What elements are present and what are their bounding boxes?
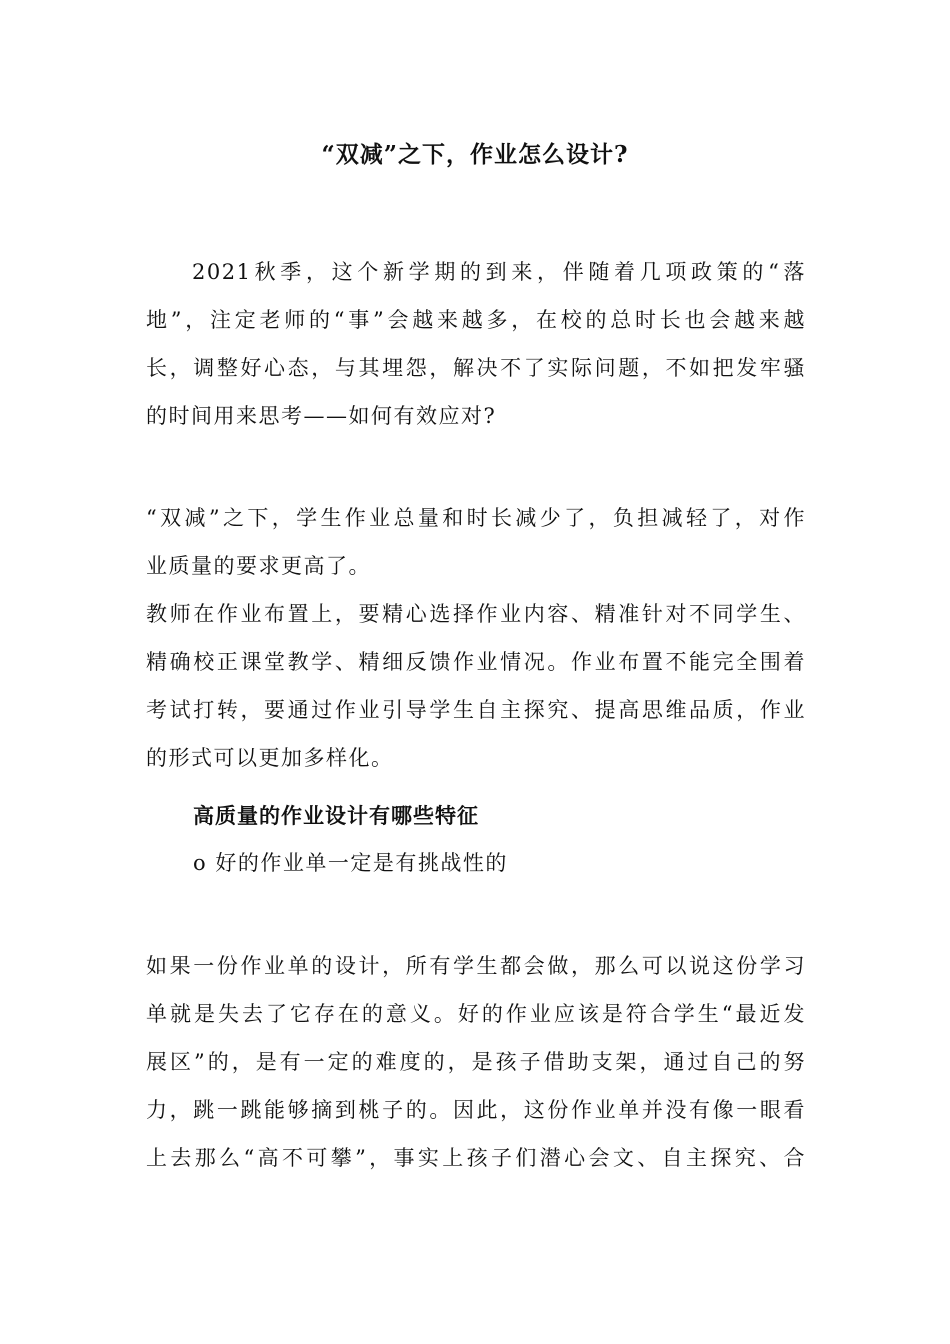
- paragraph-double-reduction: [146, 494, 806, 590]
- paragraph-line: 的时间用来思考——如何有效应对?: [146, 404, 497, 428]
- paragraph-intro: [146, 248, 806, 440]
- section-heading: 高质量的作业设计有哪些特征: [193, 803, 479, 828]
- bullet-text: 好的作业单一定是有挑战性的: [215, 851, 508, 875]
- paragraph-line: 精确校正课堂教学、精细反馈作业情况。作业布置不能完全围着: [146, 650, 806, 674]
- paragraph-line: 的形式可以更加多样化。: [146, 746, 394, 770]
- paragraph-line: 业质量的要求更高了。: [146, 554, 371, 578]
- document-title: “双减”之下，作业怎么设计?: [321, 141, 629, 168]
- paragraph-teacher: [146, 590, 806, 782]
- bullet-marker: o: [193, 851, 208, 875]
- paragraph-line: 长，调整好心态，与其埋怨，解决不了实际问题，不如把发牢骚: [146, 356, 806, 380]
- paragraph-line: “双减”之下，学生作业总量和时长减少了，负担减轻了，对作: [146, 506, 806, 530]
- paragraph-line: 单就是失去了它存在的意义。好的作业应该是符合学生“最近发: [146, 1002, 806, 1026]
- paragraph-line: 地”，注定老师的“事”会越来越多，在校的总时长也会越来越: [146, 308, 806, 332]
- paragraph-line: 如果一份作业单的设计，所有学生都会做，那么可以说这份学习: [146, 954, 806, 978]
- paragraph-line: 上去那么“高不可攀”，事实上孩子们潜心会文、自主探究、合: [146, 1146, 806, 1170]
- paragraph-challenge: [146, 942, 806, 1182]
- paragraph-line: 展区”的，是有一定的难度的，是孩子借助支架，通过自己的努: [146, 1050, 806, 1074]
- paragraph-line: 考试打转，要通过作业引导学生自主探究、提高思维品质，作业: [146, 698, 806, 722]
- paragraph-line: 教师在作业布置上，要精心选择作业内容、精准针对不同学生、: [146, 602, 806, 626]
- bullet-item: [193, 847, 508, 877]
- paragraph-line: 力，跳一跳能够摘到桃子的。因此，这份作业单并没有像一眼看: [146, 1098, 806, 1122]
- paragraph-line: 2021秋季，这个新学期的到来，伴随着几项政策的“落: [192, 260, 806, 284]
